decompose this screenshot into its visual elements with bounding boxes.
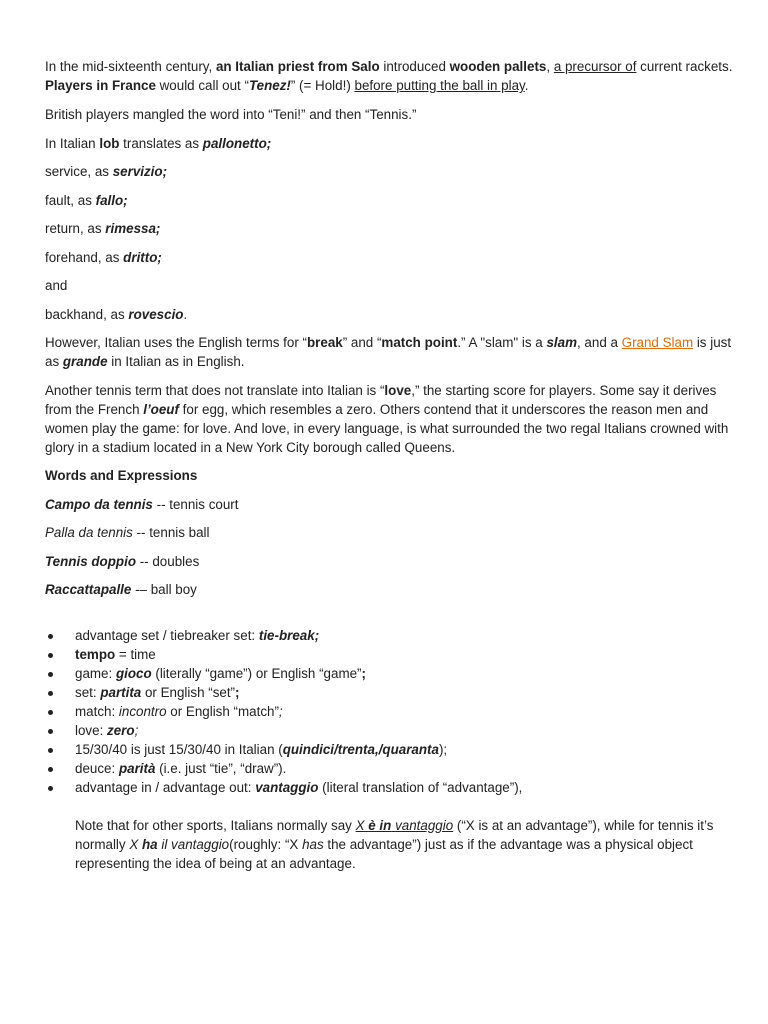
scoring-bullet-list: [45, 626, 735, 797]
heading-text: Words and Expressions: [45, 468, 198, 483]
underlined-italic-text: X: [355, 818, 365, 833]
text: forehand, as: [45, 249, 124, 265]
english-terms-paragraph: [45, 333, 735, 371]
text: Another tennis term that does not translate into Italian is “: [45, 382, 385, 398]
bold-italic-text: slam: [546, 335, 577, 350]
italian-word: gioco: [115, 666, 152, 681]
text: (literal translation of “advantage”),: [318, 780, 523, 795]
text: 15/30/40 is just 15/30/40 in Italian (: [75, 742, 283, 757]
italic-text: ;: [278, 704, 283, 719]
text: );: [438, 742, 448, 757]
italic-text: has: [302, 837, 324, 852]
italic-text: ;: [134, 723, 139, 738]
bold-text: ;: [235, 685, 240, 700]
text: .” A "slam" is a: [457, 335, 547, 350]
bold-text: lob: [99, 135, 120, 151]
bullet-item: [45, 645, 735, 664]
text: translates as: [119, 135, 203, 151]
bullet-item: [45, 759, 735, 778]
text: (“X is at an advantage”), while for tennis it’s normally: [75, 818, 714, 852]
text: for egg, which resembles a zero. Others contend that it underscores the reason men and women play the game: for love. And love, in every language, is what surrounded the two regal Italians crowned with glory in a stadium located in a New York City borough called Queens.: [45, 401, 729, 455]
separator: --: [152, 496, 170, 512]
bold-italic-text: grande: [62, 354, 108, 369]
bold-text: love: [384, 382, 412, 398]
text: love:: [75, 723, 108, 738]
text: (literally “game”) or English “game”: [151, 666, 362, 681]
expression-meaning: tennis court: [169, 496, 239, 512]
italian-word: tempo: [75, 647, 116, 662]
text: advantage set / tiebreaker set:: [75, 628, 259, 643]
intro-paragraph: [45, 57, 735, 95]
expression-term: Palla da tennis: [45, 525, 133, 540]
text: deuce:: [75, 761, 119, 776]
text: introduced: [379, 59, 450, 74]
text: or English “match”: [166, 704, 279, 719]
bold-text: ;: [361, 666, 366, 681]
text: game:: [75, 666, 116, 681]
text: .: [183, 306, 188, 322]
section-heading: [45, 466, 735, 485]
italian-word: dritto;: [123, 249, 162, 265]
text: However, Italian uses the English terms for “: [45, 335, 307, 350]
italian-word: rimessa;: [105, 221, 161, 236]
terms-section: [45, 105, 735, 599]
expression-meaning: tennis ball: [149, 525, 210, 540]
underlined-text: a precursor of: [553, 59, 637, 74]
separator: --: [132, 525, 150, 540]
text: ,” the starting score for players. Some say it derives from the French: [45, 382, 717, 417]
text: ” and “: [342, 335, 382, 350]
bold-italic-text: ha: [142, 837, 158, 852]
bullet-item: [45, 778, 735, 797]
text: the advantage”) just as if the advantage was a physical object representing the idea of being at an advantage.: [75, 837, 693, 871]
text: Note that for other sports, Italians normally say: [75, 818, 356, 833]
expression-meaning: ball boy: [150, 582, 197, 597]
italic-text: X: [129, 837, 139, 852]
bullet-item: [45, 740, 735, 759]
underlined-text: before putting the ball in play: [354, 78, 525, 93]
expression-item: [45, 552, 735, 571]
bullet-item: [45, 626, 735, 645]
term-return: [45, 219, 735, 238]
bold-text: match point: [381, 335, 458, 350]
separator: --: [136, 553, 153, 569]
bold-text: an Italian priest from Salo: [215, 59, 380, 74]
expression-item: [45, 523, 735, 542]
text: advantage in / advantage out:: [75, 780, 256, 795]
text: return, as: [45, 221, 106, 236]
bullet-item: [45, 683, 735, 702]
term-backhand: [45, 305, 735, 324]
term-lob: [45, 134, 735, 153]
italian-word: partita: [100, 685, 142, 700]
expression-meaning: doubles: [152, 553, 200, 569]
bold-italic-text: Tenez!: [248, 78, 291, 93]
advantage-note: [45, 816, 735, 873]
italian-word: pallonetto;: [202, 135, 272, 151]
term-service: [45, 162, 735, 181]
expression-term: Raccattapalle: [45, 582, 132, 597]
bullet-item: [45, 721, 735, 740]
bold-text: break: [306, 335, 343, 350]
text: or English “set”: [141, 685, 236, 700]
love-paragraph: [45, 381, 735, 457]
teni-paragraph: British players mangled the word into “Teni!” and then “Tennis.”: [45, 107, 417, 122]
text: (roughly: “X: [229, 837, 303, 852]
bullet-item: [45, 664, 735, 683]
bold-italic-text: l’oeuf: [143, 401, 179, 417]
italian-word: servizio;: [112, 164, 168, 179]
text: match:: [75, 704, 119, 719]
expression-term: Tennis doppio: [45, 553, 136, 569]
expression-item: [45, 580, 735, 599]
text: = time: [115, 647, 156, 662]
underlined-bold-italic-text: è in: [368, 818, 392, 833]
text: fault, as: [45, 192, 96, 208]
underlined-italic-text: vantaggio: [395, 818, 454, 833]
bold-text: wooden pallets: [449, 59, 547, 74]
text: is just as: [45, 335, 732, 369]
italian-word: zero: [107, 723, 135, 738]
bold-text: Players in France: [45, 78, 156, 93]
text: (i.e. just “tie”, “draw”).: [155, 761, 287, 776]
text: in Italian as in English.: [107, 354, 245, 369]
document-body: [45, 57, 735, 873]
text: In Italian: [45, 135, 100, 151]
expression-term: Campo da tennis: [45, 496, 153, 512]
italian-word: fallo;: [95, 192, 128, 208]
italian-word: vantaggio: [255, 780, 319, 795]
italian-word: tie-break;: [258, 628, 320, 643]
separator: -–: [131, 582, 151, 597]
italian-word: parità: [118, 761, 156, 776]
term-fault: [45, 191, 735, 210]
italian-word: incontro: [118, 704, 167, 719]
bullet-item: [45, 702, 735, 721]
italian-word: quindici/trenta,/quaranta: [282, 742, 439, 757]
text: , and a: [576, 335, 622, 350]
text: ” (= Hold!): [290, 78, 355, 93]
italian-word: rovescio: [128, 306, 184, 322]
text: service, as: [45, 164, 113, 179]
grand-slam-link[interactable]: Grand Slam: [621, 335, 694, 350]
text: In the mid-sixteenth century,: [45, 59, 216, 74]
text: would call out “: [155, 78, 249, 93]
italic-text: il vantaggio: [161, 837, 230, 852]
text: backhand, as: [45, 306, 129, 322]
term-forehand: [45, 248, 735, 267]
expression-item: [45, 495, 735, 514]
text: current rackets.: [636, 59, 733, 74]
text: ,: [546, 59, 554, 74]
text: .: [524, 78, 529, 93]
term-and: and: [45, 278, 68, 293]
text: set:: [75, 685, 101, 700]
